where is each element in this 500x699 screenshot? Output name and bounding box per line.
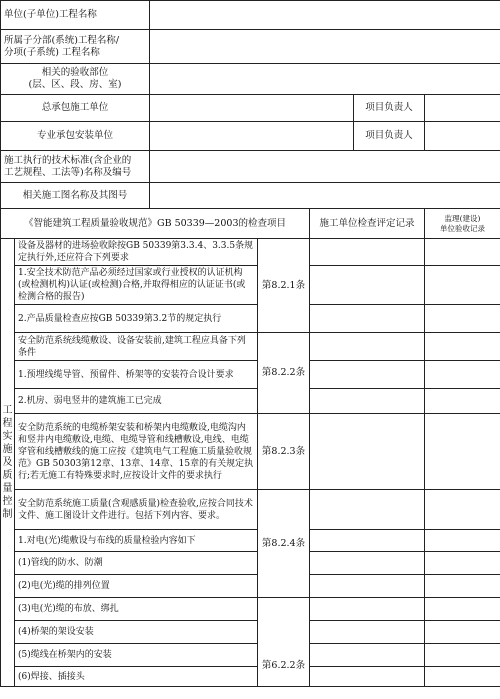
construction-record-cell[interactable]: [310, 575, 425, 598]
supervision-record-header: 监理(建设) 单位验收记录: [425, 209, 500, 239]
supervision-record-cell[interactable]: [425, 361, 500, 389]
construction-record-cell[interactable]: [310, 552, 425, 575]
table-row: [1, 552, 500, 575]
supervision-record-cell[interactable]: [425, 389, 500, 414]
technical-standard-value[interactable]: [150, 151, 500, 183]
clause-ref: 第8.2.3条: [258, 414, 310, 490]
check-item-text: (6)焊接、插接头: [15, 667, 258, 687]
supervision-record-cell[interactable]: [425, 575, 500, 598]
table-row: [1, 621, 500, 644]
general-contractor-value[interactable]: [150, 95, 354, 122]
table-row: [1, 667, 500, 687]
construction-record-cell[interactable]: [310, 621, 425, 644]
project-manager-value-2[interactable]: [425, 122, 500, 151]
inspection-part-value[interactable]: [150, 64, 500, 95]
technical-standard-label: 施工执行的技术标准(含企业的 工艺规程、工法等)名称及编号: [1, 151, 150, 183]
spec-title-header: 《智能建筑工程质量验收规范》GB 50339—2003的检查项目: [1, 209, 310, 239]
construction-record-cell[interactable]: [310, 598, 425, 621]
clause-ref: 第8.2.2条: [258, 333, 310, 414]
supervision-record-cell[interactable]: [425, 266, 500, 305]
drawings-value[interactable]: [150, 183, 500, 209]
supervision-record-cell[interactable]: [425, 667, 500, 687]
inspection-part-label: 相关的验收部位 (层、区、段、房、室): [1, 64, 150, 95]
supervision-record-cell[interactable]: [425, 552, 500, 575]
row-general-contractor: [1, 95, 500, 122]
check-item-text: 1.安全技术防范产品必须经过国家或行业授权的认证机构(或检测机构)认证(或检测)合格,并取得相应的认证证书(或检测合格的报告): [15, 266, 258, 305]
subdivision-name-value[interactable]: [150, 30, 500, 64]
supervision-record-cell[interactable]: [425, 621, 500, 644]
specialty-contractor-value[interactable]: [150, 122, 354, 151]
supervision-record-cell[interactable]: [425, 598, 500, 621]
check-item-text: (2)电(光)缆的排列位置: [15, 575, 258, 598]
check-item-text: (1)管线的防水、防潮: [15, 552, 258, 575]
supervision-record-cell[interactable]: [425, 239, 500, 266]
supervision-record-cell[interactable]: [425, 490, 500, 530]
check-item-text: (4)桥架的架设安装: [15, 621, 258, 644]
drawings-label: 相关施工图名称及其图号: [1, 183, 150, 209]
construction-record-cell[interactable]: [310, 239, 425, 266]
check-item-text: 1.对电(光)缆敷设与布线的质量检验内容如下: [15, 530, 258, 552]
check-item-text: 2.产品质量检查应按GB 50339第3.2节的规定执行: [15, 305, 258, 333]
unit-project-name-value[interactable]: [150, 1, 500, 30]
supervision-record-cell[interactable]: [425, 644, 500, 667]
table-row: [1, 414, 500, 490]
row-technical-standard: [1, 151, 500, 183]
table-row: [1, 239, 500, 266]
check-item-text: 设备及器材的进场验收除按GB 50339第3.3.4、3.3.5条规定执行外,还应符合下列要求: [15, 239, 258, 266]
construction-record-cell[interactable]: [310, 667, 425, 687]
construction-record-cell[interactable]: [310, 333, 425, 361]
check-item-text: (5)缆线在桥架内的安装: [15, 644, 258, 667]
table-row: [1, 598, 500, 621]
check-item-text: (3)电(光)缆的布放、绑扎: [15, 598, 258, 621]
supervision-record-cell[interactable]: [425, 305, 500, 333]
general-contractor-label: 总承包施工单位: [1, 95, 150, 122]
project-manager-label-1: 项目负责人: [354, 95, 425, 122]
table-row: [1, 644, 500, 667]
clause-ref: 第8.2.4条: [258, 490, 310, 598]
supervision-record-cell[interactable]: [425, 333, 500, 361]
construction-record-header: 施工单位检查评定记录: [310, 209, 425, 239]
clause-ref: 第8.2.1条: [258, 239, 310, 333]
row-inspection-part: [1, 64, 500, 95]
construction-record-cell[interactable]: [310, 305, 425, 333]
clause-ref: 第6.2.2条: [258, 598, 310, 687]
supervision-record-cell[interactable]: [425, 414, 500, 490]
table-row: [1, 490, 500, 530]
table-row: [1, 305, 500, 333]
table-row: [1, 575, 500, 598]
row-subdivision: [1, 30, 500, 64]
check-item-text: 2.机房、弱电竖井的建筑施工已完成: [15, 389, 258, 414]
row-drawings: [1, 183, 500, 209]
check-item-text: 1.预埋线缆导管、预留件、桥架等的安装符合设计要求: [15, 361, 258, 389]
table-row: [1, 333, 500, 361]
table-row: [1, 389, 500, 414]
project-manager-label-2: 项目负责人: [354, 122, 425, 151]
table-row: [1, 361, 500, 389]
project-manager-value-1[interactable]: [425, 95, 500, 122]
check-item-text: 安全防范系统的电缆桥架安装和桥架内电缆敷设,电缆沟内和竖井内电缆敷设,电缆、电缆导管和线槽敷设,电线、电缆穿管和线槽敷线的施工应按《建筑电气工程施工质量验收规范》GB 50303第12章、13章、14章、15章的有关规定执行;若无施工有特殊要求时,应按设计文件的要求执行: [15, 414, 258, 490]
table-row: [1, 530, 500, 552]
specialty-contractor-label: 专业承包安装单位: [1, 122, 150, 151]
row-specialty-contractor: [1, 122, 500, 151]
construction-record-cell[interactable]: [310, 644, 425, 667]
check-item-text: 安全防范系统线缆敷设、设备安装前,建筑工程应具备下列条件: [15, 333, 258, 361]
row-column-headers: [1, 209, 500, 239]
subdivision-name-label: 所属子分部(系统)工程名称/ 分项(子系统) 工程名称: [1, 30, 150, 64]
construction-record-cell[interactable]: [310, 361, 425, 389]
construction-record-cell[interactable]: [310, 414, 425, 490]
check-item-text: 安全防范系统施工质量(含观感质量)检查验收,应按合同技术文件、施工图设计文件进行。包括下列内容、要求。: [15, 490, 258, 530]
section-label-vertical: 工 程 实 施 及 质 量 控 制: [1, 239, 15, 687]
unit-project-name-label: 单位(子单位)工程名称: [1, 1, 150, 30]
construction-record-cell[interactable]: [310, 266, 425, 305]
construction-record-cell[interactable]: [310, 389, 425, 414]
construction-record-cell[interactable]: [310, 490, 425, 530]
row-unit-project: [1, 1, 500, 30]
supervision-record-cell[interactable]: [425, 530, 500, 552]
construction-record-cell[interactable]: [310, 530, 425, 552]
table-row: [1, 266, 500, 305]
